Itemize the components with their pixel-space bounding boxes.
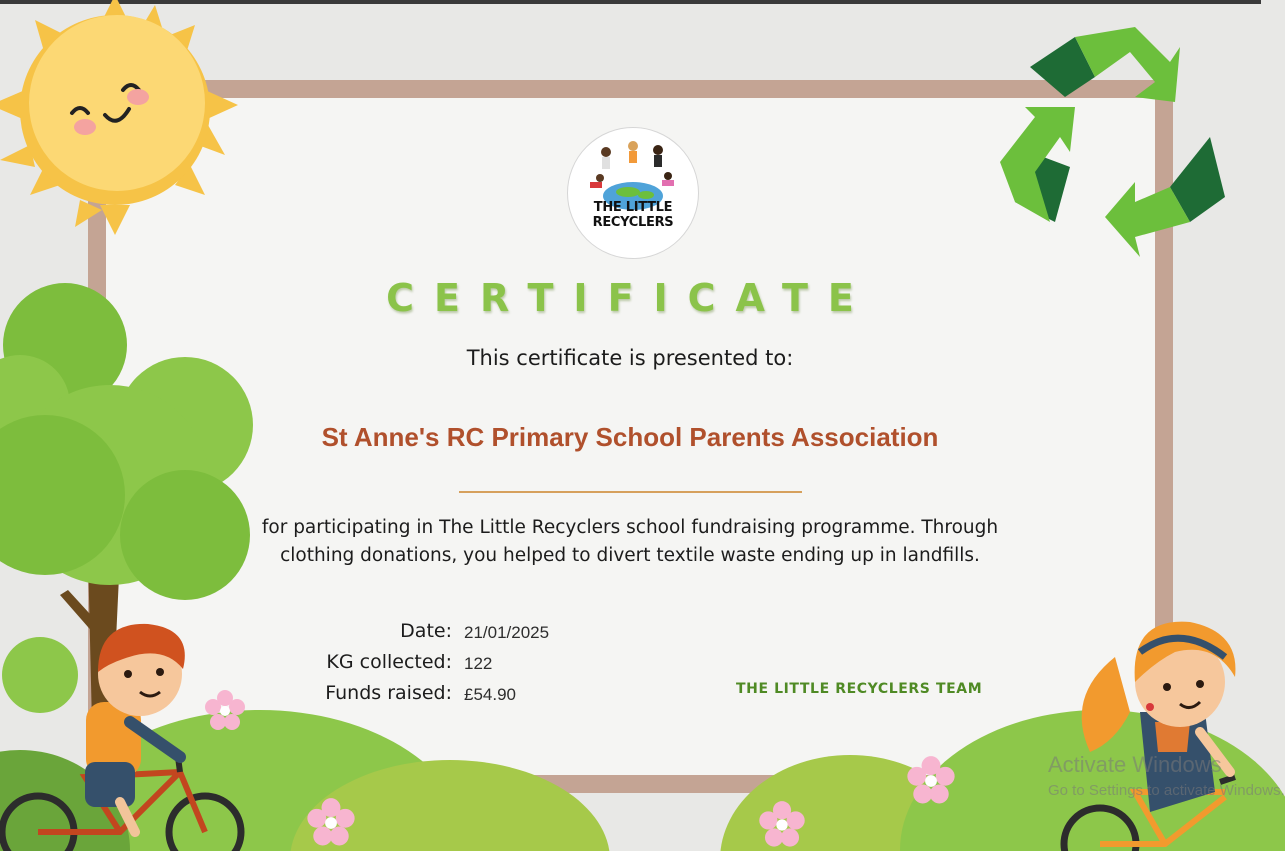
logo-text bbox=[568, 200, 698, 230]
date-label: Date: bbox=[400, 620, 452, 642]
funds-raised-label: Funds raised: bbox=[325, 682, 452, 704]
logo bbox=[567, 127, 699, 259]
activate-windows-watermark bbox=[1048, 752, 1285, 799]
divider-line bbox=[459, 491, 802, 493]
girl-on-bicycle-icon bbox=[1055, 612, 1261, 851]
signature-team: THE LITTLE RECYCLERS TEAM bbox=[736, 681, 983, 697]
flower-icon bbox=[305, 797, 357, 849]
kg-collected-label: KG collected: bbox=[326, 651, 452, 673]
logo-line-1: THE LITTLE bbox=[593, 200, 673, 215]
kg-collected-value: 122 bbox=[464, 654, 493, 673]
recipient-name: St Anne's RC Primary School Parents Association bbox=[321, 422, 939, 452]
watermark-line-1: Activate Windows bbox=[1048, 752, 1222, 777]
recycle-icon bbox=[995, 22, 1230, 247]
presented-to-text: This certificate is presented to: bbox=[466, 346, 794, 370]
detail-row-kg bbox=[250, 651, 670, 682]
boy-on-bicycle-icon bbox=[0, 612, 250, 851]
funds-raised-value: £54.90 bbox=[464, 685, 516, 704]
flower-icon bbox=[757, 800, 807, 850]
globe-children-icon bbox=[588, 138, 678, 200]
sun-icon bbox=[0, 0, 240, 240]
detail-row-date bbox=[250, 620, 670, 651]
logo-line-2: RECYCLERS bbox=[592, 215, 674, 230]
description-text: for participating in The Little Recyclers school fundraising programme. Through clothing donations, you helped to divert textile waste ending up in landfills. bbox=[261, 517, 999, 566]
flower-icon bbox=[905, 755, 957, 807]
watermark-line-2: Go to Settings to activate Windows. bbox=[1048, 782, 1285, 799]
date-value: 21/01/2025 bbox=[464, 623, 550, 642]
certificate-title: CERTIFICATE bbox=[386, 276, 874, 320]
